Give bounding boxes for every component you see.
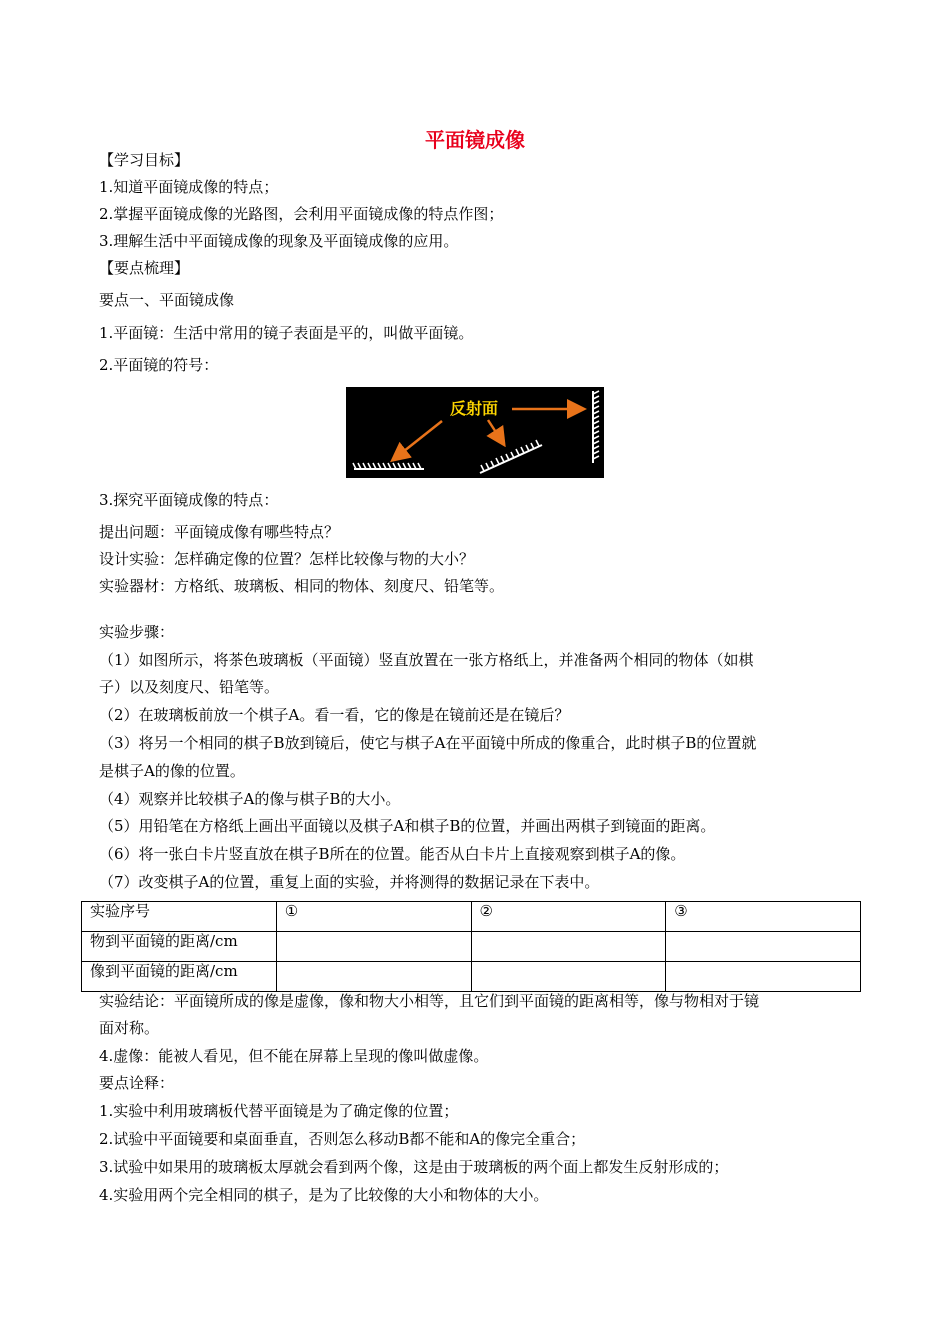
- note-3: 3.试验中如果用的玻璃板太厚就会看到两个像，这是由于玻璃板的两个面上都发生反射形成的；: [99, 1158, 729, 1176]
- table-cell: [471, 932, 666, 962]
- notes-heading: 要点诠释：: [99, 1074, 175, 1092]
- goal-line-3: 3.理解生活中平面镜成像的现象及平面镜成像的应用。: [99, 232, 459, 250]
- conclusion-line-1: 实验结论：平面镜所成的像是虚像，像和物大小相等，且它们到平面镜的距离相等，像与物相对于镜: [99, 992, 760, 1010]
- note-4: 4.实验用两个完全相同的棋子，是为了比较像的大小和物体的大小。: [99, 1186, 549, 1204]
- document-title: 平面镜成像: [425, 128, 525, 152]
- step-7: （7）改变棋子A的位置，重复上面的实验，并将测得的数据记录在下表中。: [99, 873, 600, 891]
- section-heading-key-points: 【要点梳理】: [99, 259, 190, 277]
- mirror-symbol-diagram: [346, 387, 604, 478]
- table-cell: [666, 962, 861, 992]
- step-3-line-1: （3）将另一个相同的棋子B放到镜后，使它与棋子A在平面镜中所成的像重合，此时棋子B的位置就: [99, 734, 757, 752]
- table-cell: 物到平面镜的距离/cm: [82, 932, 277, 962]
- step-3-line-2: 是棋子A的像的位置。: [99, 762, 245, 780]
- design-line: 设计实验：怎样确定像的位置？怎样比较像与物的大小？: [99, 550, 475, 568]
- table-header-cell: ③: [666, 902, 861, 932]
- vertical-mirror-symbol: [593, 391, 599, 463]
- note-1: 1.实验中利用玻璃板代替平面镜是为了确定像的位置；: [99, 1102, 459, 1120]
- table-cell: [276, 962, 471, 992]
- data-table: [81, 901, 861, 992]
- steps-heading: 实验步骤：: [99, 623, 175, 641]
- table-cell: [471, 962, 666, 992]
- note-2: 2.试验中平面镜要和桌面垂直，否则怎么移动B都不能和A的像完全重合；: [99, 1130, 586, 1148]
- section-heading-goals: 【学习目标】: [99, 151, 190, 169]
- step-5: （5）用铅笔在方格纸上画出平面镜以及棋子A和棋子B的位置，并画出两棋子到镜面的距离。: [99, 817, 716, 835]
- step-6: （6）将一张白卡片竖直放在棋子B所在的位置。能否从白卡片上直接观察到棋子A的像。: [99, 845, 686, 863]
- key-point-heading-1: 要点一、平面镜成像: [99, 291, 235, 309]
- arrow-left: [394, 421, 442, 459]
- table-row: [82, 932, 861, 962]
- table-header-cell: 实验序号: [82, 902, 277, 932]
- arrow-middle: [488, 420, 503, 443]
- virtual-image-definition: 4.虚像：能被人看见，但不能在屏幕上呈现的像叫做虚像。: [99, 1047, 489, 1065]
- tilted-mirror-symbol: [480, 440, 542, 473]
- mirror-symbol-label: 2.平面镜的符号：: [99, 356, 219, 374]
- table-header-cell: ②: [471, 902, 666, 932]
- table-cell: [276, 932, 471, 962]
- explore-heading: 3.探究平面镜成像的特点：: [99, 491, 279, 509]
- table-cell: [666, 932, 861, 962]
- table-header-row: [82, 902, 861, 932]
- reflecting-surface-label: 反射面: [450, 399, 499, 418]
- step-2: （2）在玻璃板前放一个棋子A。看一看，它的像是在镜前还是在镜后？: [99, 706, 570, 724]
- conclusion-line-2: 面对称。: [99, 1019, 160, 1037]
- question-line: 提出问题：平面镜成像有哪些特点？: [99, 523, 340, 541]
- definition-plane-mirror: 1.平面镜：生活中常用的镜子表面是平的，叫做平面镜。: [99, 324, 474, 342]
- table-cell: 像到平面镜的距离/cm: [82, 962, 277, 992]
- horizontal-mirror-symbol: [353, 463, 424, 469]
- goal-line-2: 2.掌握平面镜成像的光路图，会利用平面镜成像的特点作图；: [99, 205, 504, 223]
- step-1-line-1: （1）如图所示，将茶色玻璃板（平面镜）竖直放置在一张方格纸上，并准备两个相同的物体（如棋: [99, 651, 754, 669]
- mirror-symbol-figure: [346, 387, 604, 478]
- table-header-cell: ①: [276, 902, 471, 932]
- table-row: [82, 962, 861, 992]
- step-4: （4）观察并比较棋子A的像与棋子B的大小。: [99, 790, 401, 808]
- equipment-line: 实验器材：方格纸、玻璃板、相同的物体、刻度尺、铅笔等。: [99, 577, 505, 595]
- step-1-line-2: 子）以及刻度尺、铅笔等。: [99, 678, 280, 696]
- goal-line-1: 1.知道平面镜成像的特点；: [99, 178, 279, 196]
